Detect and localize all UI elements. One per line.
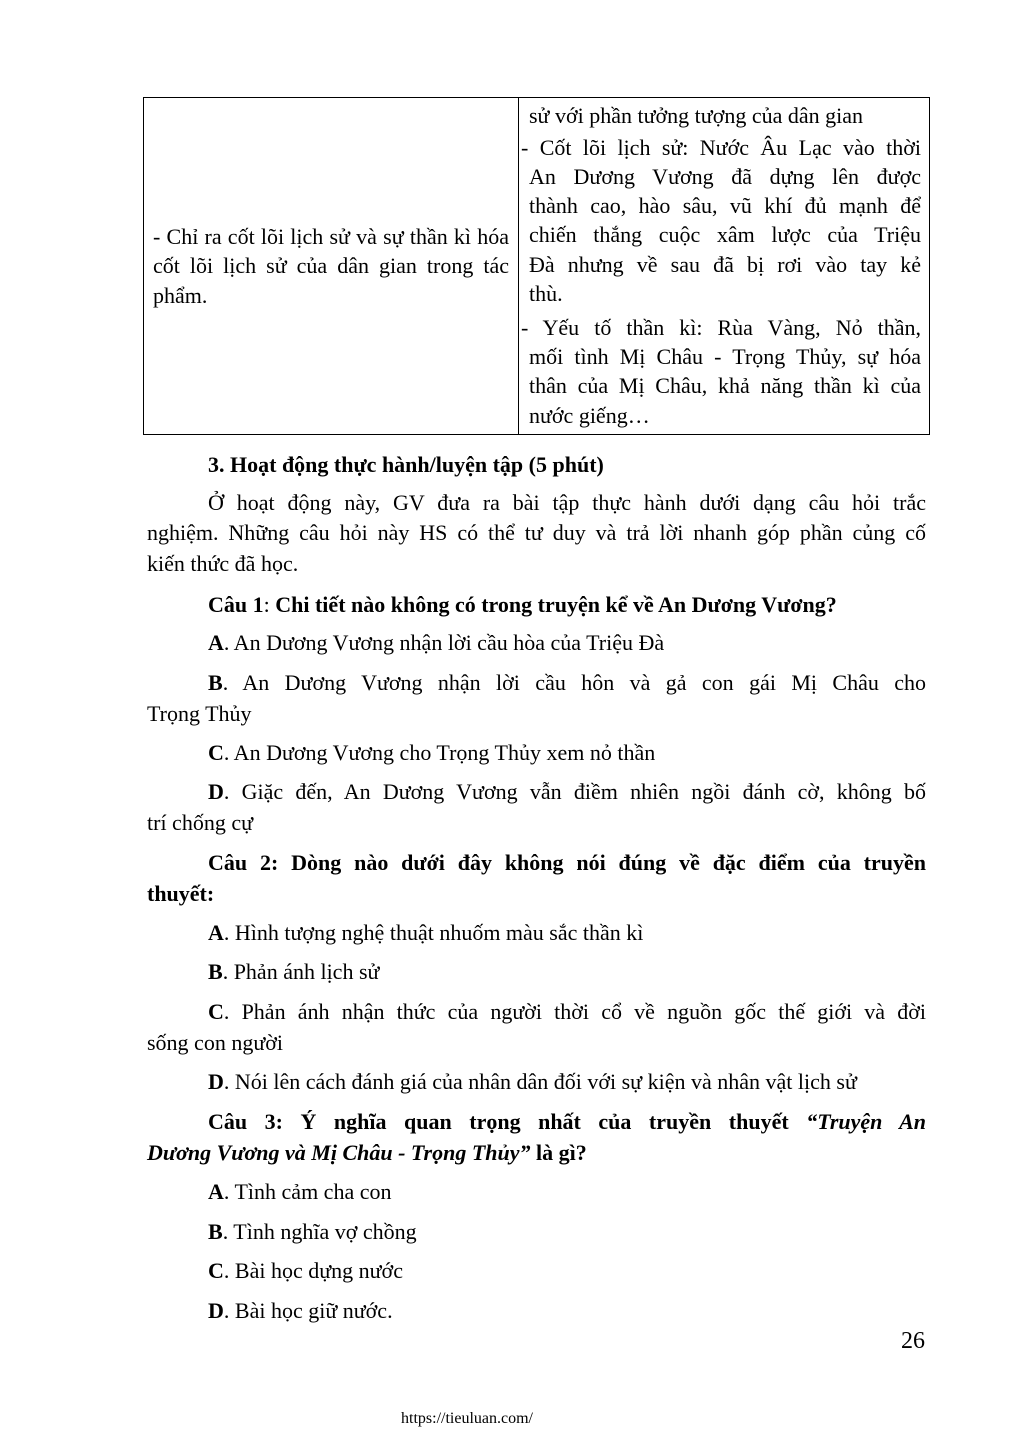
q2-option-d: D. Nói lên cách đánh giá của nhân dân đối với sự kiện và nhân vật lịch sử — [208, 1069, 857, 1094]
question-2: Câu 2: Dòng nào dưới đây không nói đúng về đặc điểm của truyền — [208, 850, 926, 875]
q3-option-a: A. Tình cảm cha con — [208, 1179, 392, 1204]
q2-option-c: C. Phản ánh nhận thức của người thời cổ về nguồn gốc thế giới và đời — [208, 999, 926, 1024]
table-cell-right — [519, 98, 929, 434]
table-right-line: thù. — [529, 281, 563, 306]
q3-option-c: C. Bài học dựng nước — [208, 1258, 403, 1283]
intro-line: kiến thức đã học. — [147, 551, 299, 576]
q1-option-a: A. An Dương Vương nhận lời cầu hòa của Triệu Đà — [208, 630, 665, 655]
table-right-line: chiến thắng cuộc xâm lược của Triệu — [529, 222, 921, 247]
table-cell-left — [144, 98, 519, 434]
table-right-line: thân của Mị Châu, khả năng thần kì của — [529, 373, 921, 398]
q1-option-d: D. Giặc đến, An Dương Vương vẫn điềm nhiên ngồi đánh cờ, không bố — [208, 779, 926, 804]
table-right-line: - Cốt lõi lịch sử: Nước Âu Lạc vào thời — [521, 135, 921, 160]
question-3: Câu 3: Ý nghĩa quan trọng nhất của truyền thuyết “Truyện An — [208, 1109, 927, 1134]
table-right-line: mối tình Mị Châu - Trọng Thủy, sự hóa — [529, 344, 921, 369]
q3-option-d: D. Bài học giữ nước. — [208, 1298, 393, 1323]
question-2-cont: thuyết: — [147, 881, 215, 906]
q1-option-b: B. An Dương Vương nhận lời cầu hôn và gả con gái Mị Châu cho — [208, 670, 926, 695]
table-left-text: - Chỉ ra cốt lõi lịch sử và sự thần kì hóa cốt lõi lịch sử của dân gian trong tác phẩm. — [153, 223, 509, 308]
question-1: Câu 1: Chi tiết nào không có trong truyện kể về An Dương Vương? — [208, 592, 837, 617]
section-heading: 3. Hoạt động thực hành/luyện tập (5 phút) — [208, 452, 604, 477]
q1-option-c: C. An Dương Vương cho Trọng Thủy xem nỏ thần — [208, 740, 656, 765]
question-3-cont: Dương Vương và Mị Châu - Trọng Thủy” là gì? — [147, 1140, 587, 1165]
q2-option-a: A. Hình tượng nghệ thuật nhuốm màu sắc thần kì — [208, 920, 644, 945]
table-right-line: thành cao, hào sâu, vũ khí đủ mạnh để — [529, 193, 921, 218]
table-right-line: Đà nhưng về sau đã bị rơi vào tay kẻ — [529, 252, 921, 277]
table-right-line: nước giếng… — [529, 403, 650, 428]
q1-option-d-cont: trí chống cự — [147, 810, 254, 835]
table-right-line: sử với phần tưởng tượng của dân gian — [529, 103, 864, 128]
table-right-line: - Yếu tố thần kì: Rùa Vàng, Nỏ thần, — [521, 315, 921, 340]
footer-url[interactable]: https://tieuluan.com/ — [401, 1410, 533, 1427]
content-table — [143, 97, 930, 435]
q1-option-b-cont: Trọng Thủy — [147, 701, 252, 726]
page-number: 26 — [901, 1328, 925, 1354]
table-right-line: An Dương Vương đã dựng lên được — [529, 164, 921, 189]
q3-option-b: B. Tình nghĩa vợ chồng — [208, 1219, 417, 1244]
q2-option-c-cont: sống con người — [147, 1030, 283, 1055]
intro-line: nghiệm. Những câu hỏi này HS có thể tư duy và trả lời nhanh góp phần củng cố — [147, 520, 926, 545]
intro-line: Ở hoạt động này, GV đưa ra bài tập thực hành dưới dạng câu hỏi trắc — [208, 490, 926, 515]
q2-option-b: B. Phản ánh lịch sử — [208, 959, 380, 984]
